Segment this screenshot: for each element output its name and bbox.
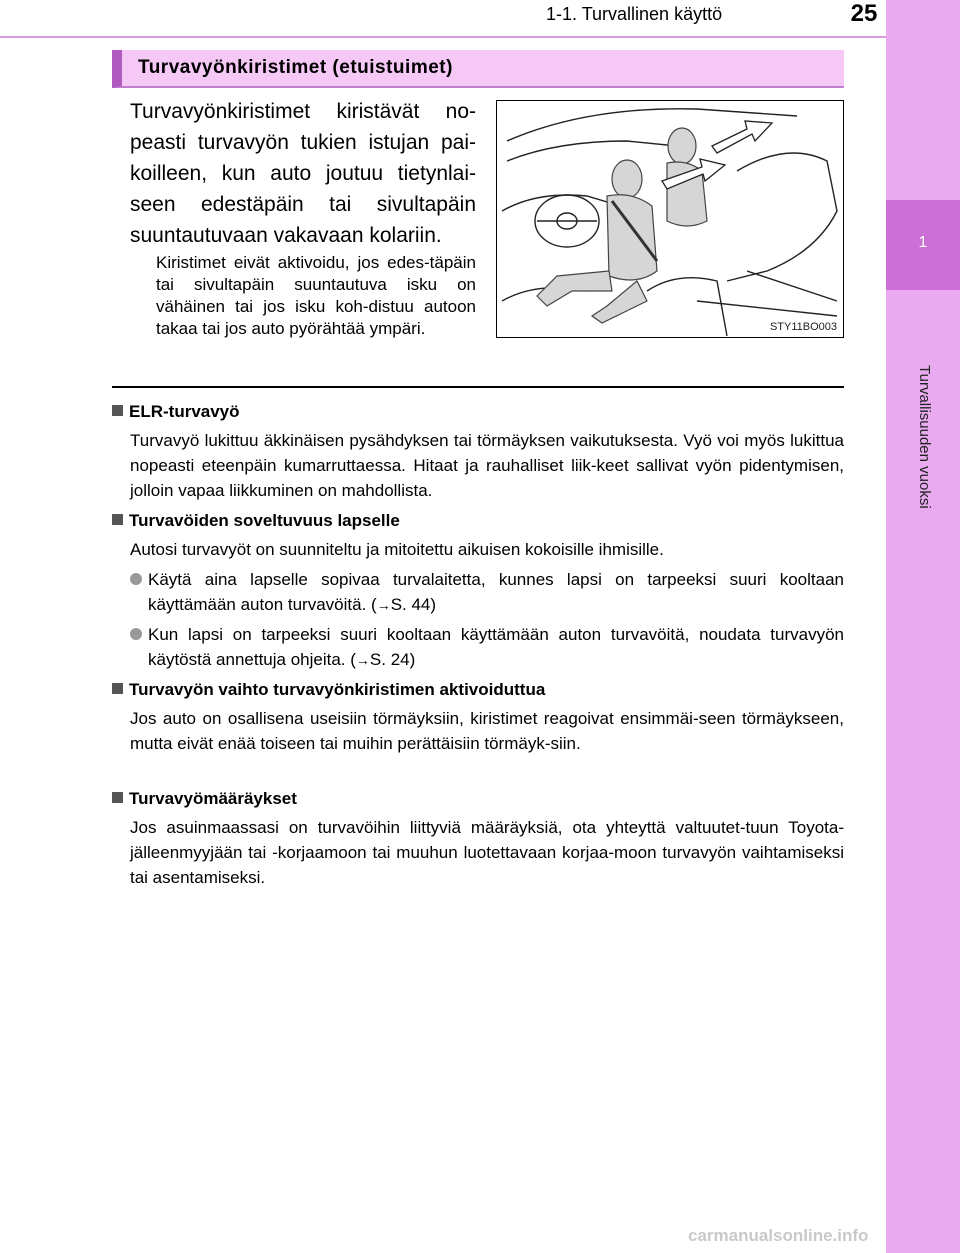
section-title: Turvavyönkiristimet (etuistuimet) [138, 57, 453, 78]
square-bullet-icon [112, 792, 123, 803]
chapter-title: 1-1. Turvallinen käyttö [546, 4, 723, 24]
watermark: carmanualsonline.info [688, 1226, 869, 1245]
page-reference-arrow-icon: → [376, 597, 391, 613]
side-tab-label: Turvallisuuden vuoksi [916, 365, 933, 509]
header-rule [0, 36, 886, 38]
item-heading-child-suitability: Turvavöiden soveltuvuus lapselle [112, 511, 400, 531]
section-heading [112, 50, 844, 88]
page-number: 25 [850, 0, 878, 27]
bullet-child-restraint: Käytä aina lapselle sopivaa turvalaitetta, kunnes lapsi on tarpeeksi suuri kooltaan käyttämään auton turvavöitä. (→S. 44) [130, 567, 844, 618]
item-text-child-suitability: Autosi turvavyöt on suunniteltu ja mitoitettu aikuisen kokoisille ihmisille. [130, 540, 664, 559]
bullet-seatbelt-instructions: Kun lapsi on tarpeeksi suuri kooltaan käyttämään auton turvavöitä, noudata turvavyön käytöstä annettuja ohjeita. (→S. 24) [130, 622, 844, 673]
side-tab-number: 1 [918, 234, 928, 251]
section-divider [112, 386, 844, 388]
square-bullet-icon [112, 405, 123, 416]
round-bullet-icon [130, 628, 142, 640]
page-reference-arrow-icon: → [355, 652, 370, 668]
item-text-elr: Turvavyö lukittuu äkkinäisen pysähdyksen tai törmäyksen vaikutuksesta. Vyö voi myös lukittua nopeasti eteenpäin kumarruttaessa. Hitaat ja rauhalliset liik-keet sallivat vyön pidentymisen, jolloin vapaa liikkuminen on mahdollista. [130, 431, 844, 500]
note-paragraph: Kiristimet eivät aktivoidu, jos edes-täpäin tai sivultapäin suuntautuva isku on vähäinen tai jos isku koh-distuu autoon takaa tai jos auto pyörähtää ympäri. [156, 253, 476, 338]
side-tab [886, 0, 960, 1253]
square-bullet-icon [112, 683, 123, 694]
item-text-replacement: Jos auto on osallisena useisiin törmäyksiin, kiristimet reagoivat ensimmäi-seen törmäykseen, mutta eivät enää toiseen tai muihin perättäisiin törmäyk-siin. [130, 709, 844, 753]
page-reference: S. 24) [369, 650, 416, 669]
square-bullet-icon [112, 514, 123, 525]
item-heading-elr: ELR-turvavyö [112, 402, 240, 422]
car-interior-illustration [497, 101, 842, 336]
page-reference: S. 44) [390, 595, 437, 614]
figure-code: STY11BO003 [769, 321, 837, 333]
seatbelt-pretensioner-illustration [496, 100, 844, 338]
round-bullet-icon [130, 573, 142, 585]
item-heading-regulations: Turvavyömääräykset [112, 789, 297, 809]
item-text-regulations: Jos asuinmaassasi on turvavöihin liittyviä määräyksiä, ota yhteyttä valtuutet-tuun Toyota-jälleenmyyjään tai -korjaamoon tai muuhun luotettavaan korjaa-moon turvavyön vaihtamiseksi tai asentamiseksi. [130, 818, 844, 887]
intro-paragraph: Turvavyönkiristimet kiristävät no-peasti turvavyön tukien istujan pai-koilleen, kun auto joutuu tietynlai-seen edestäpäin tai sivultapäin suuntautuvaan vakavaan kolariin. [130, 100, 476, 247]
item-heading-replacement: Turvavyön vaihto turvavyönkiristimen aktivoiduttua [112, 680, 545, 700]
